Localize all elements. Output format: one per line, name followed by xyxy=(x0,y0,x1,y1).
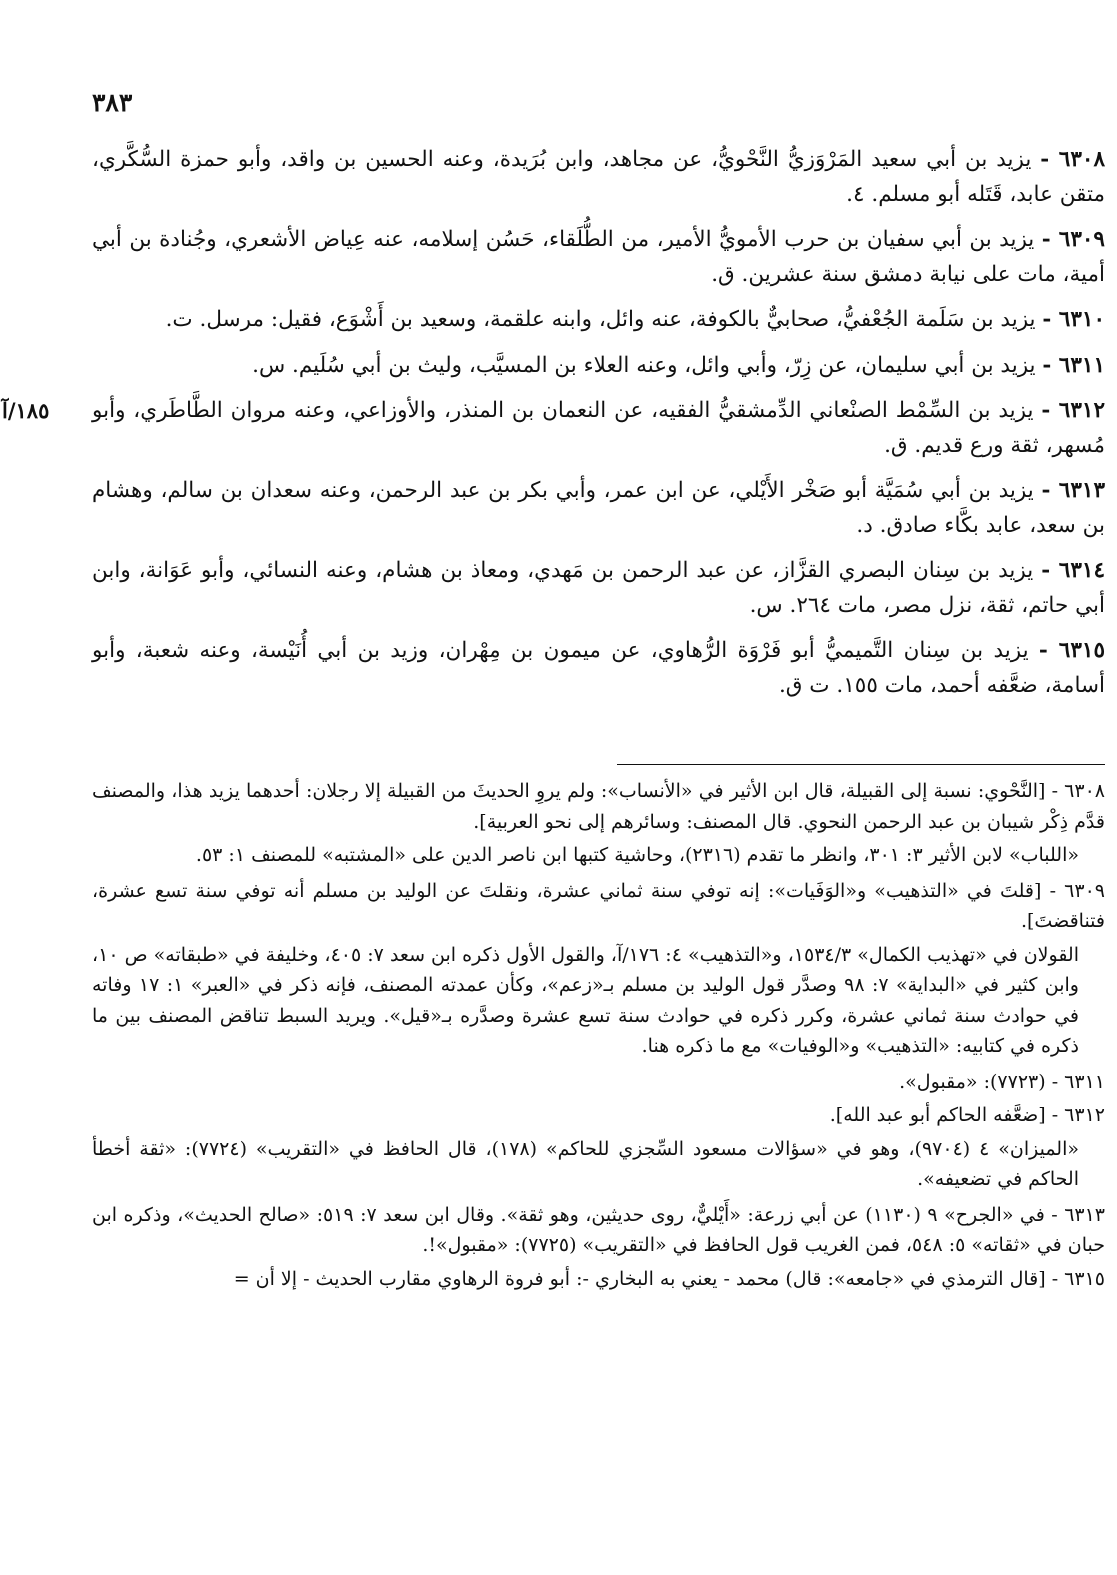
entry-number: ٦٣١٢ - xyxy=(1041,398,1105,423)
footnote-heading: ٦٣٠٩ - [قلتَ في «التذهيب» و«الوَفَيات»: إنه توفي سنة ثماني عشرة، ونقلتَ عن الوليد بن مسلم أنه توفي سنة تسع عشرة، فتناقضتَ]. xyxy=(92,879,1105,932)
main-text xyxy=(2,143,1105,714)
entry-number: ٦٣١٤ - xyxy=(1041,558,1105,583)
footnote-heading: ٦٣٠٨ - [النَّحْوي: نسبة إلى القبيلة، قال ابن الأثير في «الأنساب»: ولم يروِ الحديثَ من القبيلة إلا رجلان: أحدهما يزيد هذا، والمصنف قدَّم ذِكْر شيبان بن عبد الرحمن النحوي. قال المصنف: وسائرهم إلى نحو العربية]. xyxy=(92,780,1105,833)
entry-text: يزيد بن أبي سليمان، عن زِرّ، وأبي وائل، وعنه العلاء بن المسيَّب، وليث بن أبي سُلَيم. س. xyxy=(252,352,1043,378)
entry-text: يزيد بن أبي سُمَيَّة أبو صَخْر الأَيْلي، عن ابن عمر، وأبي بكر بن عبد الرحمن، وعنه سعدان بن سالم، وهشام بن سعد، عابد بكَّاء صادق. د. xyxy=(92,478,1105,538)
entry-text: يزيد بن أبي سعيد المَرْوَزيُّ النَّحْويُّ، عن مجاهد، وابن بُرَيدة، وعنه الحسين بن واقد، وأبو حمزة السُّكَّري، متقن عابد، قَتَله أبو مسلم. ٤. xyxy=(92,147,1105,207)
entry-text: يزيد بن أبي سفيان بن حرب الأمويُّ الأمير، من الطُّلَقاء، حَسُن إسلامه، عنه عِياض الأشعري، وجُنادة بن أبي أمية، مات على نيابة دمشق سنة عشرين. ق. xyxy=(92,227,1105,287)
footnote-body: القولان في «تهذيب الكمال» ١٥٣٤/٣، و«التذهيب» ٤: ١٧٦/آ، والقول الأول ذكره ابن سعد ٧: ٤٠٥، وخليفة في «طبقاته» ص ١٠، وابن كثير في «البداية» ٧: ٩٨ وصدَّر قول الوليد بن مسلم بـ«زعم»، وكأن عمدته المصنف، فإنه ذكر في «العبر» ١: ١٧ وفاته في حوادث سنة ثماني عشرة، وكرر ذكره في حوادث سنة تسع عشرة وصدَّره بـ«قيل». ويريد السبط تناقض المصنف بين ما ذكره في كتابيه: «التذهيب» و«الوفيات» مع ما ذكره هنا. xyxy=(92,943,1079,1057)
entry-6312 xyxy=(2,394,1105,463)
footnotes xyxy=(92,776,1105,1297)
manuscript-folio-note: ١٨٥/آ xyxy=(2,398,50,423)
entry-number: ٦٣١٥ - xyxy=(1038,638,1105,663)
entry-6314 xyxy=(92,554,1105,623)
entry-text: يزيد بن سِنان البصري القزَّاز، عن عبد الرحمن بن مَهدي، ومعاذ بن هشام، وعنه النسائي، وأبو عَوَانة، وابن أبي حاتم، ثقة، نزل مصر، مات ٢٦٤. س. xyxy=(92,558,1105,618)
entry-number: ٦٣١١ - xyxy=(1042,352,1105,378)
entry-6308 xyxy=(92,143,1105,212)
entry-6311 xyxy=(92,349,1105,384)
footnote-heading: ٦٣١٣ - في «الجرح» ٩ (١١٣٠) عن أبي زرعة: «أَيْليٌّ، روى حديثين، وهو ثقة». وقال ابن سعد ٧: ٥١٩: «صالح الحديث»، وذكره ابن حبان في «ثقاته» ٥: ٥٤٨، فمن الغريب قول الحافظ في «التقريب» (٧٧٢٥): «مقبول»!. xyxy=(92,1203,1106,1256)
entry-number: ٦٣٠٩ - xyxy=(1041,227,1105,252)
entry-6309 xyxy=(92,223,1105,292)
entry-text: يزيد بن السِّمْط الصنْعاني الدِّمشقيُّ الفقيه، عن النعمان بن المنذر، والأوزاعي، وعنه مروان الطَّاطَري، وأبو مُسهر، ثقة ورع قديم. ق. xyxy=(92,398,1105,458)
footnote-heading: ٦٣١١ - (٧٧٢٣): «مقبول». xyxy=(899,1070,1105,1093)
footnote-body: «الميزان» ٤ (٩٧٠٤)، وهو في «سؤالات مسعود السِّجزي للحاكم» (١٧٨)، قال الحافظ في «التقريب» (٧٧٢٤): «ثقة أخطأ الحاكم في تضعيفه». xyxy=(92,1137,1079,1190)
entry-6315 xyxy=(92,634,1105,703)
entry-text: يزيد بن سَلَمة الجُعْفيُّ، صحابيٌّ بالكوفة، عنه وائل، وابنه علقمة، وسعيد بن أَشْوَع، فقيل: مرسل. ت. xyxy=(165,307,1043,332)
entry-text: يزيد بن سِنان التَّميميُّ أبو فَرْوَة الرُّهاوي، عن ميمون بن مِهْران، وزيد بن أبي أُنَيْسة، وعنه شعبة، وأبو أسامة، ضعَّفه أحمد، مات ١٥٥. ت ق. xyxy=(92,638,1105,698)
footnote-divider xyxy=(617,764,1105,765)
entry-number: ٦٣٠٨ - xyxy=(1040,147,1105,172)
footnote-body: «اللباب» لابن الأثير ٣: ٣٠١، وانظر ما تقدم (٢٣١٦)، وحاشية كتبها ابن ناصر الدين على «المشتبه» للمصنف ١: ٥٣. xyxy=(195,844,1079,866)
entry-number: ٦٣١٣ - xyxy=(1041,478,1105,503)
entry-6313 xyxy=(92,474,1105,543)
footnote-heading: ٦٣١٢ - [ضعَّفه الحاكم أبو عبد الله]. xyxy=(829,1104,1105,1126)
entry-6310 xyxy=(92,303,1105,338)
entry-number: ٦٣١٠ - xyxy=(1042,307,1105,332)
footnote-heading: ٦٣١٥ - [قال الترمذي في «جامعه»: قال) محمد - يعني به البخاري -: أبو فروة الرهاوي مقارب الحديث - إلا أن = xyxy=(233,1267,1105,1290)
page-number: ٣٨٣ xyxy=(92,88,133,117)
